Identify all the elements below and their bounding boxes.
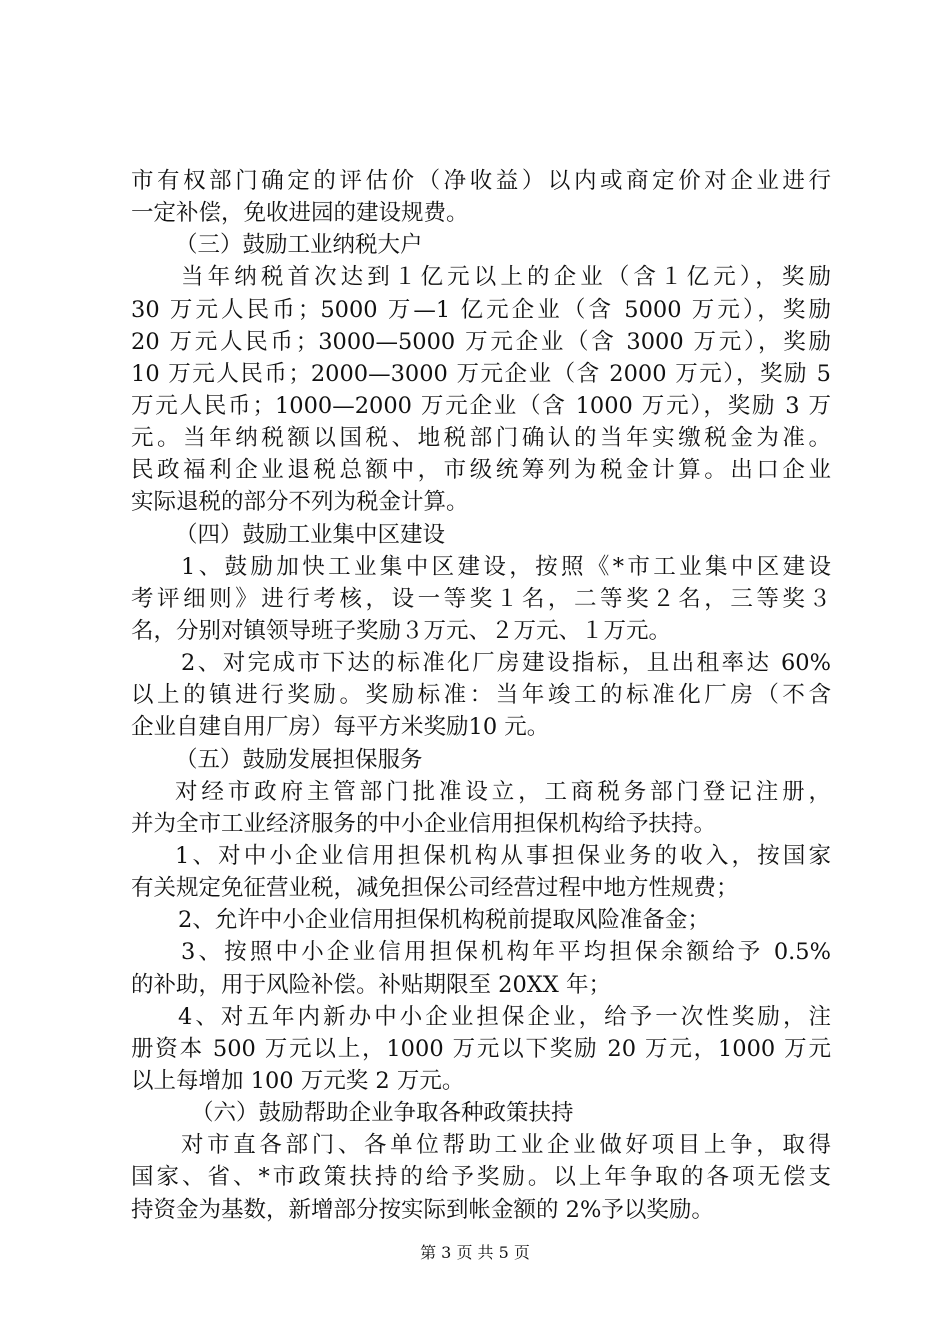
text-line: 4、对五年内新办中小企业担保企业，给予一次性奖励，注: [178, 1003, 831, 1030]
text-line: 并为全市工业经济服务的中小企业信用担保机构给予扶持。: [131, 810, 717, 837]
text-line: 民政福利企业退税总额中，市级统筹列为税金计算。出口企业: [131, 457, 831, 484]
document-body: [131, 165, 831, 1226]
page-number-footer: 第 3 页 共 5 页: [420, 1243, 530, 1262]
text-line: 当年纳税首次达到１亿元以上的企业（含１亿元），奖励: [181, 264, 831, 291]
text-line: 考评细则》进行考核，设一等奖１名，二等奖２名，三等奖３: [131, 585, 831, 612]
text-line: 对市直各部门、各单位帮助工业企业做好项目上争，取得: [181, 1132, 831, 1159]
text-line: 企业自建自用厂房）每平方米奖励10 元。: [131, 714, 550, 741]
section-heading: （四）鼓励工业集中区建设: [175, 521, 446, 548]
text-line: 持资金为基数，新增部分按实际到帐金额的 2%予以奖励。: [131, 1196, 714, 1223]
section-heading: （六）鼓励帮助企业争取各种政策扶持: [191, 1100, 574, 1127]
text-line: 2、对完成市下达的标准化厂房建设指标，且出租率达 60%: [181, 650, 831, 677]
text-line: 3、按照中小企业信用担保机构年平均担保余额给予 0.5%: [181, 939, 831, 966]
text-line: 2、允许中小企业信用担保机构税前提取风险准备金；: [178, 907, 710, 934]
text-line: 20 万元人民币；3000—5000 万元企业（含 3000 万元），奖励: [131, 328, 831, 355]
text-line: 的补助，用于风险补偿。补贴期限至 20XX 年；: [131, 971, 611, 998]
text-line: 有关规定免征营业税，减免担保公司经营过程中地方性规费；: [131, 875, 739, 902]
text-line: 万元人民币；1000—2000 万元企业（含 1000 万元），奖励 3 万: [131, 392, 831, 419]
text-line: 1、鼓励加快工业集中区建设，按照《*市工业集中区建设: [181, 553, 831, 580]
text-line: 以上每增加 100 万元奖 2 万元。: [131, 1067, 465, 1094]
text-line: 册资本 500 万元以上，1000 万元以下奖励 20 万元，1000 万元: [131, 1035, 831, 1062]
text-line: 30 万元人民币；5000 万—1 亿元企业（含 5000 万元），奖励: [131, 296, 831, 323]
text-line: 10 万元人民币；2000—3000 万元企业（含 2000 万元），奖励 5: [131, 360, 831, 387]
text-line: 国家、省、*市政策扶持的给予奖励。以上年争取的各项无偿支: [131, 1164, 831, 1191]
text-line: 实际退税的部分不列为税金计算。: [131, 489, 469, 516]
text-line: 一定补偿，免收进园的建设规费。: [131, 200, 469, 227]
text-line: 市有权部门确定的评估价（净收益）以内或商定价对企业进行: [131, 168, 831, 194]
section-heading: （五）鼓励发展担保服务: [175, 746, 423, 773]
section-heading: （三）鼓励工业纳税大户: [175, 232, 423, 259]
text-line: 名，分别对镇领导班子奖励３万元、２万元、１万元。: [131, 617, 672, 644]
text-line: 1、对中小企业信用担保机构从事担保业务的收入，按国家: [175, 842, 831, 869]
text-line: 对经市政府主管部门批准设立，工商税务部门登记注册，: [175, 778, 831, 805]
text-line: 元。当年纳税额以国税、地税部门确认的当年实缴税金为准。: [131, 425, 831, 452]
text-line: 以上的镇进行奖励。奖励标准：当年竣工的标准化厂房（不含: [131, 682, 831, 709]
